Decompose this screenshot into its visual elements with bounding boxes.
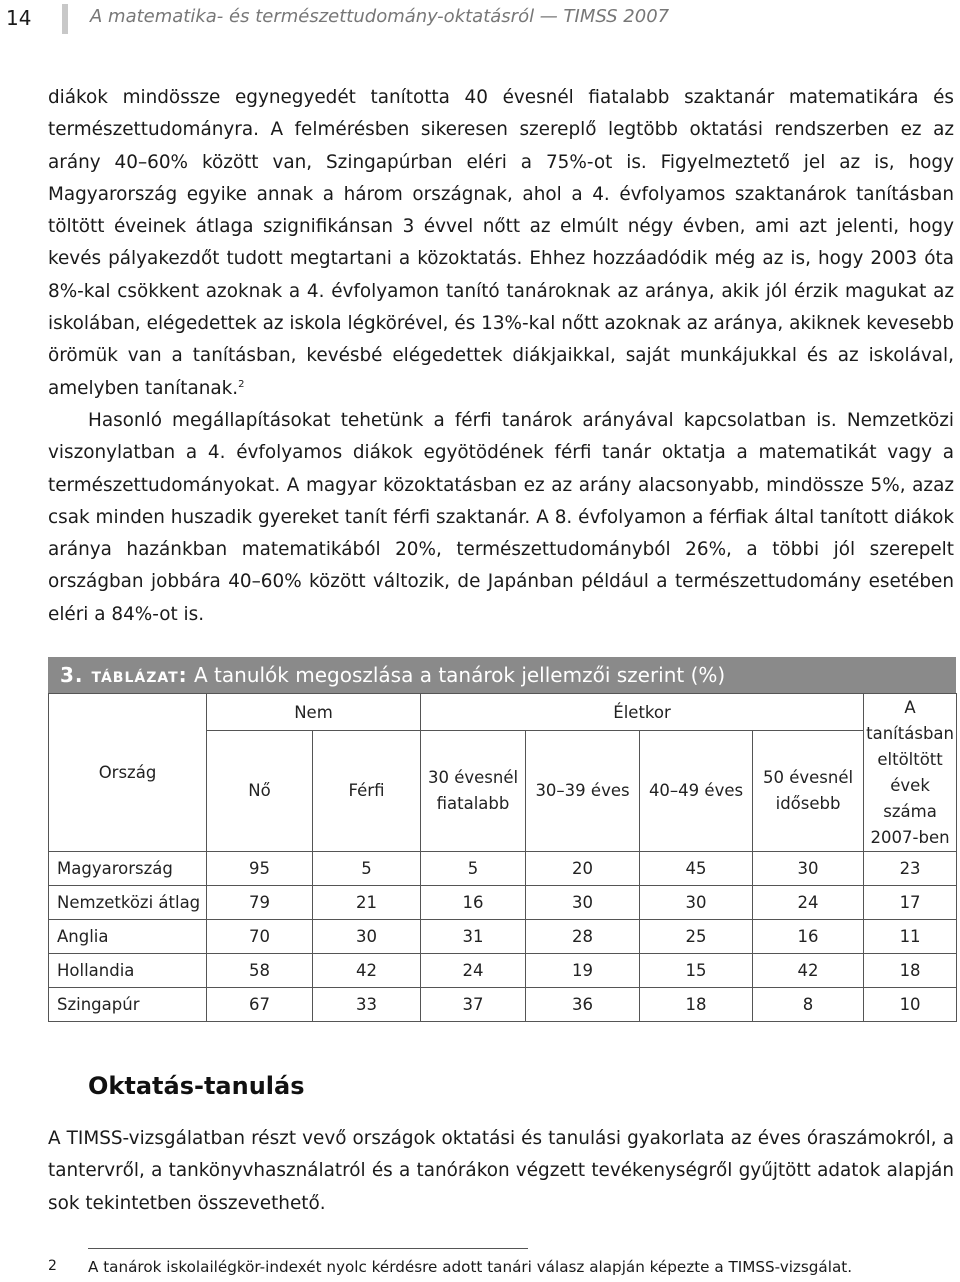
value-cell: 16 (753, 920, 864, 954)
teacher-characteristics-table (48, 693, 957, 1022)
value-cell: 36 (526, 988, 640, 1022)
footnote-number: 2 (48, 1258, 57, 1274)
table-row (49, 954, 957, 988)
header-male: Férfi (313, 731, 421, 852)
table-row (49, 920, 957, 954)
value-cell: 31 (421, 920, 526, 954)
value-cell: 42 (753, 954, 864, 988)
footnote-divider (88, 1248, 528, 1249)
value-cell: 95 (207, 852, 313, 886)
value-cell: 30 (640, 886, 753, 920)
table-row (49, 988, 957, 1022)
value-cell: 58 (207, 954, 313, 988)
table-caption (48, 657, 956, 693)
value-cell: 30 (313, 920, 421, 954)
value-cell: 33 (313, 988, 421, 1022)
value-cell: 42 (313, 954, 421, 988)
header-age-30-39: 30–39 éves (526, 731, 640, 852)
value-cell: 10 (864, 988, 957, 1022)
value-cell: 24 (753, 886, 864, 920)
value-cell: 18 (864, 954, 957, 988)
value-cell: 24 (421, 954, 526, 988)
value-cell: 15 (640, 954, 753, 988)
value-cell: 5 (313, 852, 421, 886)
paragraph-1 (48, 82, 954, 405)
value-cell: 20 (526, 852, 640, 886)
paragraph-3: A TIMSS-vizsgálatban részt vevő országok oktatási és tanulási gyakorlata az éves óraszámokról, a tantervről, a tankönyvhasználatról és a tanórákon végzett tevékenységről gyűjtött adatok alapján sok tekintetben összevethető. (48, 1128, 954, 1214)
country-cell: Anglia (49, 920, 207, 954)
header-divider (62, 4, 68, 34)
header-age-40-49: 40–49 éves (640, 731, 753, 852)
header-years-teaching: A tanításban eltöltött évek száma 2007-ben (864, 694, 957, 852)
value-cell: 79 (207, 886, 313, 920)
value-cell: 18 (640, 988, 753, 1022)
header-group-sex: Nem (207, 694, 421, 731)
footnote-text: A tanárok iskolailégkör-indexét nyolc kérdésre adott tanári válasz alapján képezte a TIMSS-vizsgálat. (88, 1258, 853, 1276)
value-cell: 30 (526, 886, 640, 920)
value-cell: 19 (526, 954, 640, 988)
section-heading: Oktatás-tanulás (88, 1072, 305, 1100)
table-row (49, 886, 957, 920)
paragraph-2: Hasonló megállapításokat tehetünk a férfi tanárok arányával kapcsolatban is. Nemzetközi viszonylatban a 4. évfolyamos diákok egyötödének férfi tanár oktatja a matematikát vagy a természettudományokat. A magyar közoktatásban ez az arány alacsonyabb, mindössze 5%, azaz csak minden huszadik gyereket tanít férfi szaktanár. A 8. évfolyamon a férfiak által tanított diákok aránya hazánkban matematikából 20%, természettudományból 26%, a többi jól szerepelt országban jobbára 40–60% között változik, de Japánban például a természettudomány esetében eléri a 84%-ot is. (48, 409, 954, 625)
header-female: Nő (207, 731, 313, 852)
value-cell: 8 (753, 988, 864, 1022)
value-cell: 17 (864, 886, 957, 920)
header-age-over-50: 50 évesnél idősebb (753, 731, 864, 852)
header-age-under-30: 30 évesnél fiatalabb (421, 731, 526, 852)
header-country: Ország (49, 694, 207, 852)
country-cell: Nemzetközi átlag (49, 886, 207, 920)
running-head: A matematika- és természettudomány-oktatásról — TIMSS 2007 (90, 6, 670, 27)
value-cell: 70 (207, 920, 313, 954)
country-cell: Hollandia (49, 954, 207, 988)
value-cell: 11 (864, 920, 957, 954)
table-row (49, 852, 957, 886)
value-cell: 25 (640, 920, 753, 954)
value-cell: 21 (313, 886, 421, 920)
value-cell: 30 (753, 852, 864, 886)
country-cell: Szingapúr (49, 988, 207, 1022)
value-cell: 37 (421, 988, 526, 1022)
table-body (49, 852, 957, 1022)
body-text-top (48, 82, 954, 631)
value-cell: 16 (421, 886, 526, 920)
value-cell: 28 (526, 920, 640, 954)
value-cell: 67 (207, 988, 313, 1022)
body-text-bottom (48, 1123, 954, 1220)
paragraph-1-text: diákok mindössze egynegyedét tanította 40 évesnél fiatalabb szaktanár matematikára és természettudományra. A felmérésben sikeresen szereplő legtöbb oktatási rendszerben ez az arány 40–60% között van, Szingapúrban eléri a 75%-ot is. Figyelmeztető jel az is, hogy Magyarország egyike annak a három országnak, ahol a 4. évfolyamos szaktanárok tanításban töltött éveinek átlaga szignifikánsan 3 évvel nőtt az elmúlt négy évben, ami azt jelenti, hogy kevés pályakezdőt tudott megtartani a közoktatás. Ehhez hozzáadódik még az is, hogy 2003 óta 8%-kal csökkent azoknak a 4. évfolyamon tanító tanároknak az aránya, akik jól érzik magukat az iskolában, elégedettek az iskola légkörével, és 13%-kal nőtt azoknak az aránya, akiknek kevesebb örömük van a tanításban, kevésbé elégedettek diákjaikkal, saját munkájukkal és az iskolával, amelyben tanítanak. (48, 87, 954, 399)
country-cell: Magyarország (49, 852, 207, 886)
footnote-ref[interactable]: 2 (238, 378, 245, 390)
value-cell: 45 (640, 852, 753, 886)
page-number: 14 (6, 6, 32, 30)
value-cell: 5 (421, 852, 526, 886)
value-cell: 23 (864, 852, 957, 886)
table-caption-title: A tanulók megoszlása a tanárok jellemzői szerint (%) (194, 663, 726, 687)
table-caption-label: 3. táblázat: (60, 663, 188, 687)
header-group-age: Életkor (421, 694, 864, 731)
